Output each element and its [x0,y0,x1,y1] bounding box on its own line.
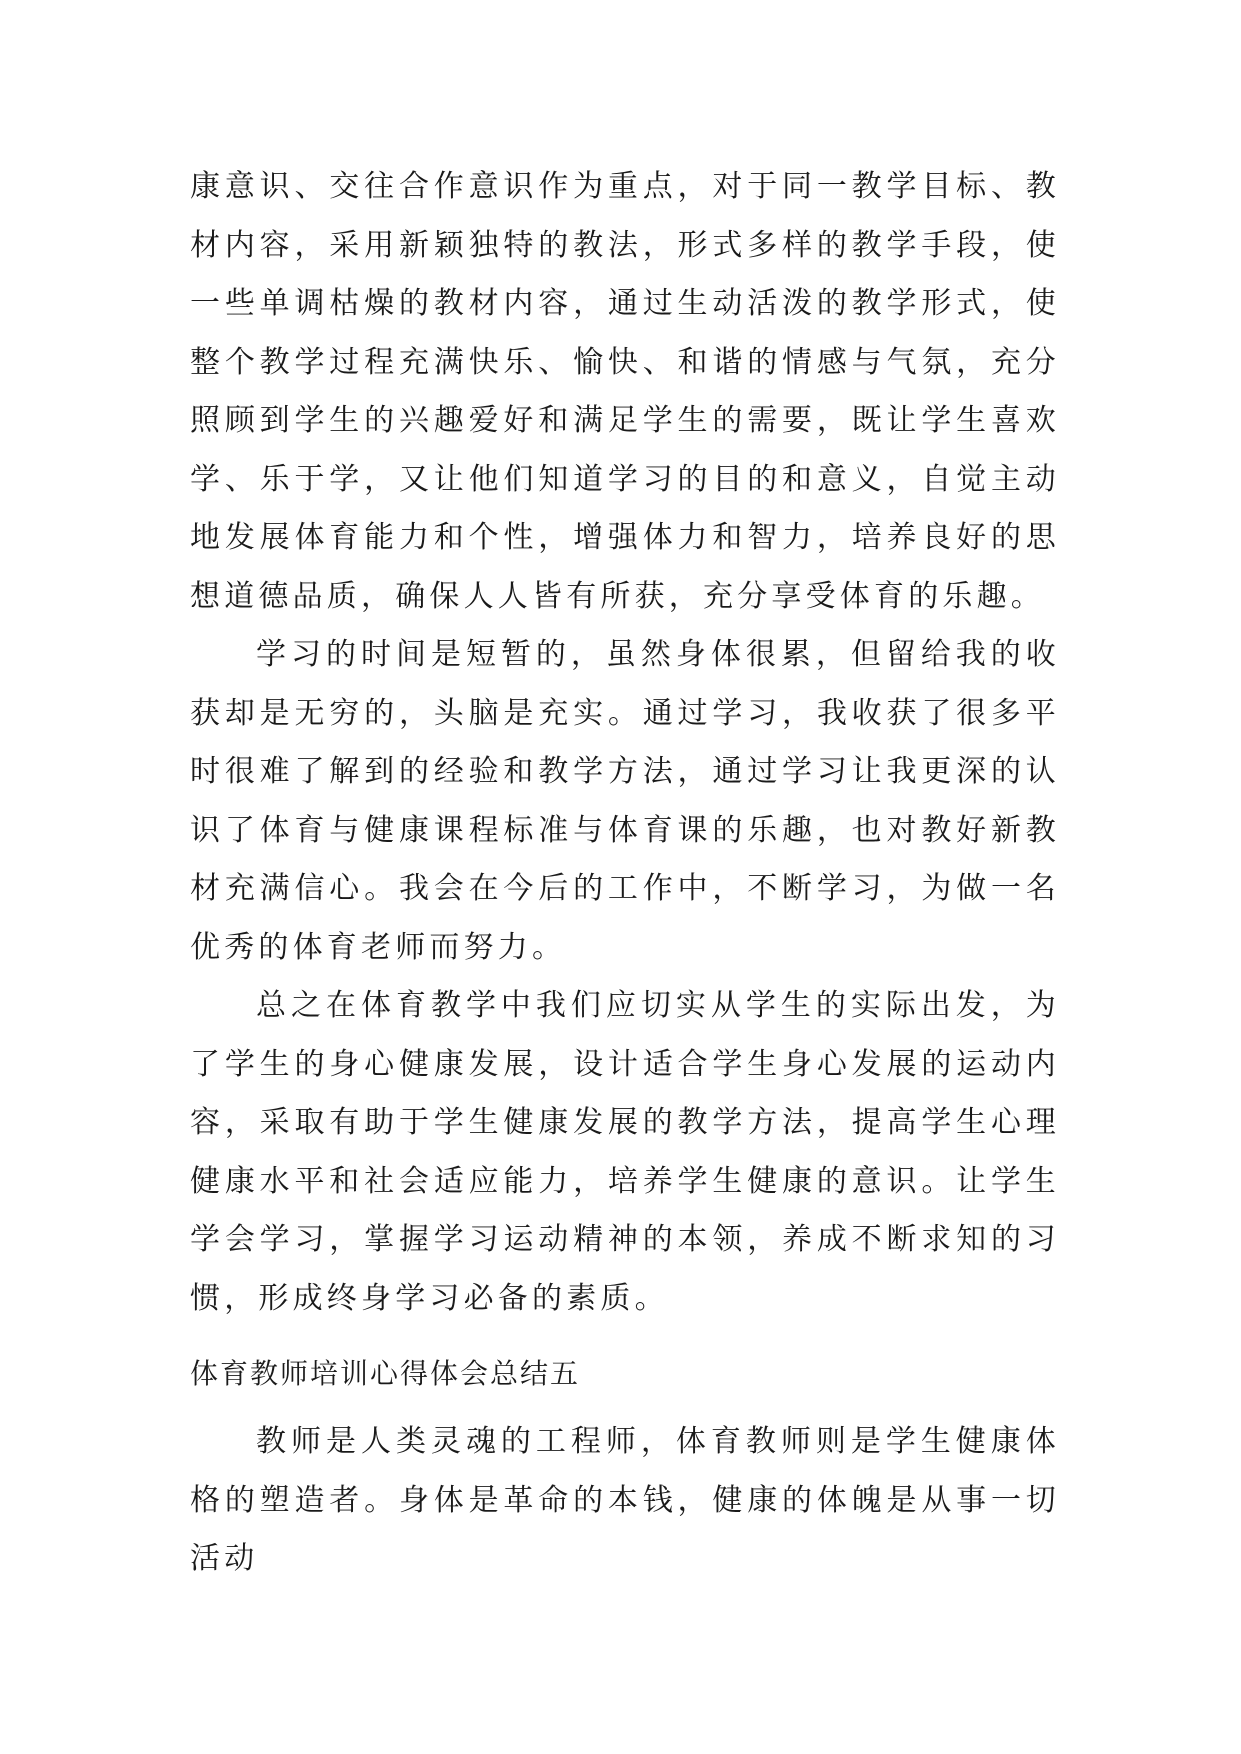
paragraph-1: 康意识、交往合作意识作为重点，对于同一教学目标、教材内容，采用新颖独特的教法，形式多样的教学手段，使一些单调枯燥的教材内容，通过生动活泼的教学形式，使整个教学过程充满快乐、愉快、和谐的情感与气氛，充分照顾到学生的兴趣爱好和满足学生的需要，既让学生喜欢学、乐于学，又让他们知道学习的目的和意义，自觉主动地发展体育能力和个性，增强体力和智力，培养良好的思想道德品质，确保人人皆有所获，充分享受体育的乐趣。 [190,169,1060,614]
section-title: 体育教师培训心得体会总结五 [190,1357,581,1390]
body-text-top [190,158,1060,1328]
paragraph-4: 教师是人类灵魂的工程师，体育教师则是学生健康体格的塑造者。身体是革命的本钱，健康的体魄是从事一切活动 [190,1424,1060,1576]
body-text-bottom [190,1413,1060,1589]
paragraph-2: 学习的时间是短暂的，虽然身体很累，但留给我的收获却是无穷的，头脑是充实。通过学习，我收获了很多平时很难了解到的经验和教学方法，通过学习让我更深的认识了体育与健康课程标准与体育课的乐趣，也对教好新教材充满信心。我会在今后的工作中，不断学习，为做一名优秀的体育老师而努力。 [190,637,1060,965]
paragraph-3: 总之在体育教学中我们应切实从学生的实际出发，为了学生的身心健康发展，设计适合学生身心发展的运动内容，采取有助于学生健康发展的教学方法，提高学生心理健康水平和社会适应能力，培养学生健康的意识。让学生学会学习，掌握学习运动精神的本领，养成不断求知的习惯，形成终身学习必备的素质。 [190,988,1060,1316]
